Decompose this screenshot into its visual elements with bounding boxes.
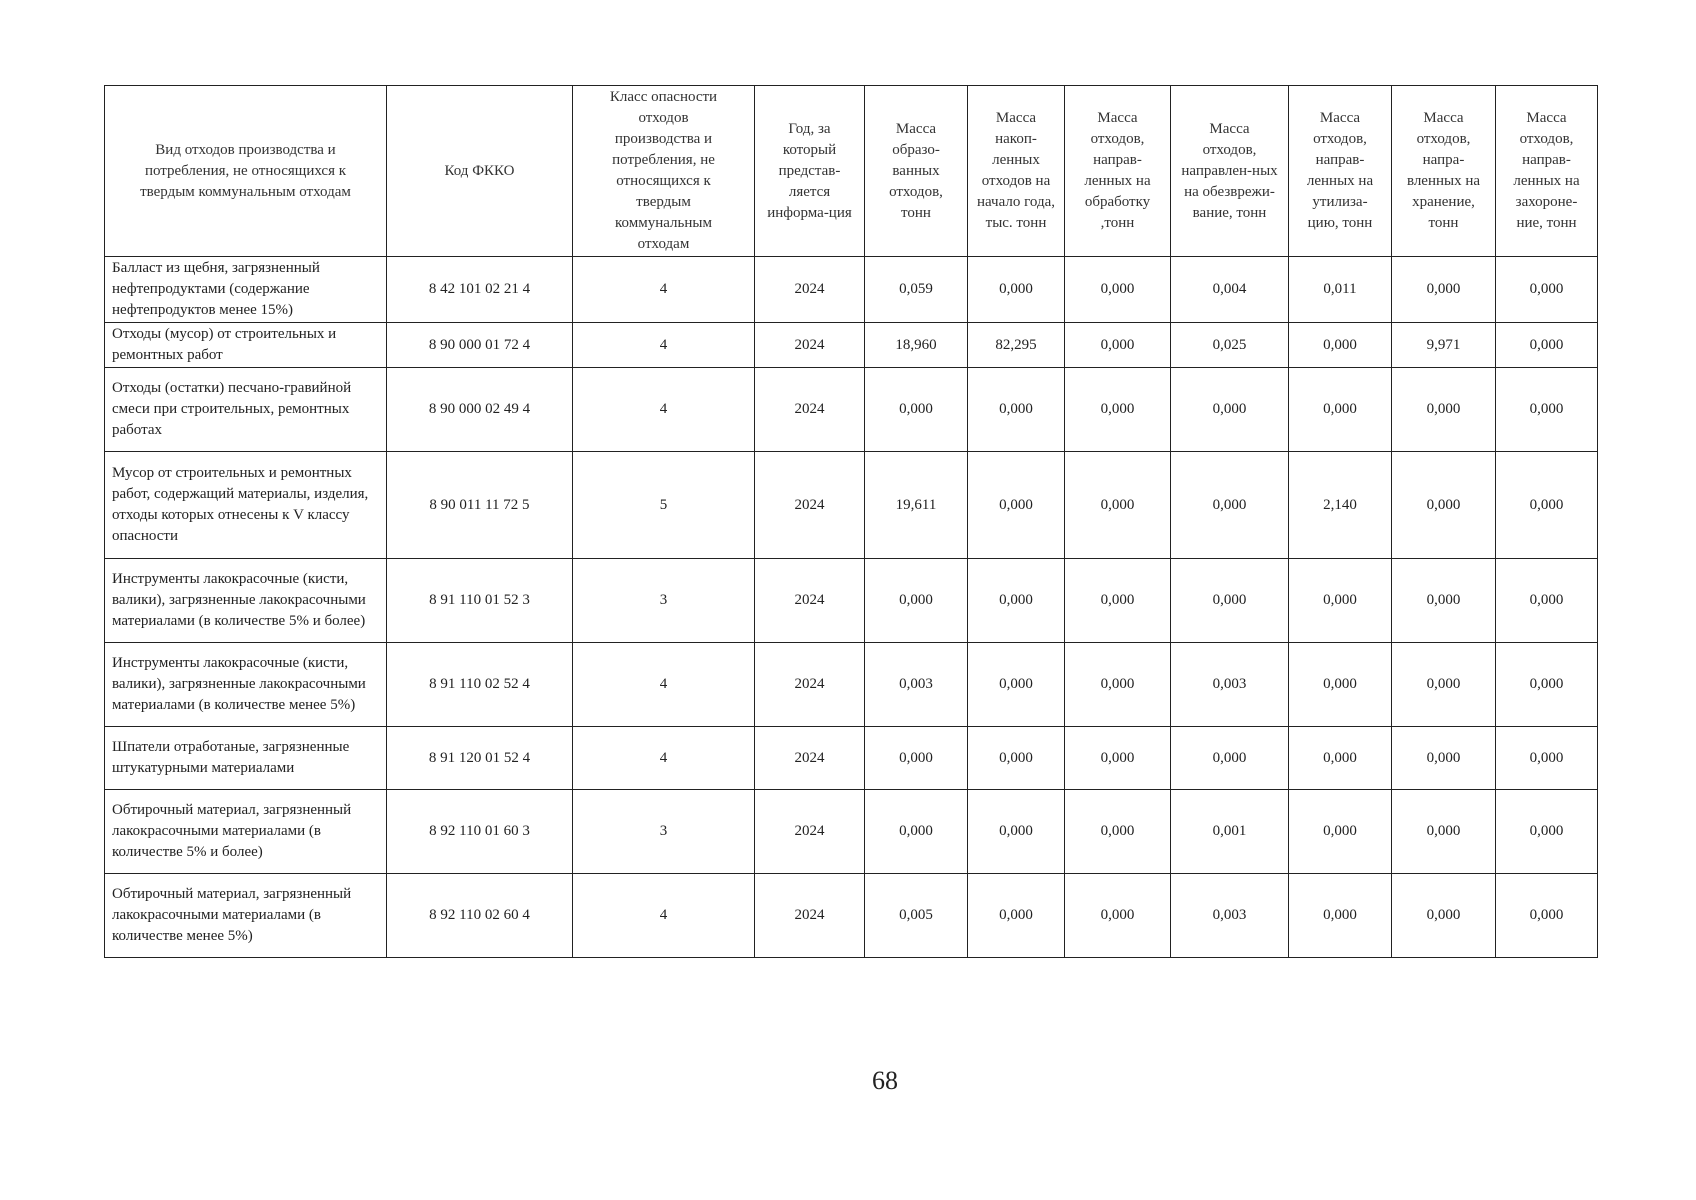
mass-accumulated-cell: 0,000 [968, 790, 1065, 874]
mass-storage-cell: 0,000 [1392, 452, 1496, 559]
mass-accumulated-cell: 82,295 [968, 323, 1065, 368]
mass-utilization-cell: 0,000 [1289, 727, 1392, 790]
mass-burial-cell: 0,000 [1496, 323, 1598, 368]
year-cell: 2024 [755, 790, 865, 874]
mass-processing-cell: 0,000 [1065, 727, 1171, 790]
mass-neutralization-cell: 0,000 [1171, 368, 1289, 452]
waste-type-cell: Обтирочный материал, загрязненный лакокрасочными материалами (в количестве менее 5%) [105, 874, 387, 958]
table-row [105, 559, 1598, 643]
mass-accumulated-cell: 0,000 [968, 368, 1065, 452]
mass-generated-cell: 0,005 [865, 874, 968, 958]
table-body [105, 257, 1598, 958]
header-mass-burial: Масса отходов, направ-ленных на захороне-ние, тонн [1496, 86, 1598, 257]
fkko-code-cell: 8 90 000 02 49 4 [387, 368, 573, 452]
mass-neutralization-cell: 0,001 [1171, 790, 1289, 874]
mass-accumulated-cell: 0,000 [968, 452, 1065, 559]
waste-type-cell: Инструменты лакокрасочные (кисти, валики), загрязненные лакокрасочными материалами (в количестве 5% и более) [105, 559, 387, 643]
hazard-class-cell: 4 [573, 323, 755, 368]
header-mass-storage: Масса отходов, напра-вленных на хранение, тонн [1392, 86, 1496, 257]
mass-processing-cell: 0,000 [1065, 790, 1171, 874]
mass-burial-cell: 0,000 [1496, 790, 1598, 874]
fkko-code-cell: 8 91 110 02 52 4 [387, 643, 573, 727]
mass-storage-cell: 0,000 [1392, 368, 1496, 452]
table-row [105, 368, 1598, 452]
year-cell: 2024 [755, 323, 865, 368]
mass-processing-cell: 0,000 [1065, 257, 1171, 323]
header-row [105, 86, 1598, 257]
mass-accumulated-cell: 0,000 [968, 257, 1065, 323]
waste-type-cell: Отходы (мусор) от строительных и ремонтных работ [105, 323, 387, 368]
waste-type-cell: Обтирочный материал, загрязненный лакокрасочными материалами (в количестве 5% и более) [105, 790, 387, 874]
header-mass-neutralization: Масса отходов, направлен-ных на обезврежи-вание, тонн [1171, 86, 1289, 257]
mass-storage-cell: 0,000 [1392, 257, 1496, 323]
year-cell: 2024 [755, 452, 865, 559]
hazard-class-cell: 4 [573, 874, 755, 958]
waste-type-cell: Инструменты лакокрасочные (кисти, валики), загрязненные лакокрасочными материалами (в количестве менее 5%) [105, 643, 387, 727]
mass-utilization-cell: 0,000 [1289, 559, 1392, 643]
mass-accumulated-cell: 0,000 [968, 559, 1065, 643]
fkko-code-cell: 8 90 000 01 72 4 [387, 323, 573, 368]
mass-neutralization-cell: 0,003 [1171, 643, 1289, 727]
mass-storage-cell: 0,000 [1392, 643, 1496, 727]
table-row [105, 874, 1598, 958]
mass-storage-cell: 0,000 [1392, 727, 1496, 790]
waste-type-cell: Шпатели отработаные, загрязненные штукатурными материалами [105, 727, 387, 790]
mass-neutralization-cell: 0,004 [1171, 257, 1289, 323]
mass-burial-cell: 0,000 [1496, 452, 1598, 559]
mass-generated-cell: 0,000 [865, 559, 968, 643]
mass-utilization-cell: 0,000 [1289, 790, 1392, 874]
mass-processing-cell: 0,000 [1065, 874, 1171, 958]
mass-generated-cell: 0,000 [865, 790, 968, 874]
hazard-class-cell: 5 [573, 452, 755, 559]
fkko-code-cell: 8 91 120 01 52 4 [387, 727, 573, 790]
hazard-class-cell: 4 [573, 643, 755, 727]
fkko-code-cell: 8 92 110 02 60 4 [387, 874, 573, 958]
header-mass-accumulated: Масса накоп-ленных отходов на начало года, тыс. тонн [968, 86, 1065, 257]
mass-utilization-cell: 0,000 [1289, 643, 1392, 727]
fkko-code-cell: 8 42 101 02 21 4 [387, 257, 573, 323]
table-row [105, 643, 1598, 727]
header-mass-processing: Масса отходов, направ-ленных на обработку ,тонн [1065, 86, 1171, 257]
mass-generated-cell: 0,000 [865, 727, 968, 790]
mass-accumulated-cell: 0,000 [968, 727, 1065, 790]
year-cell: 2024 [755, 368, 865, 452]
mass-neutralization-cell: 0,000 [1171, 559, 1289, 643]
header-year: Год, за который представ-ляется информа-ция [755, 86, 865, 257]
fkko-code-cell: 8 91 110 01 52 3 [387, 559, 573, 643]
year-cell: 2024 [755, 643, 865, 727]
table-row [105, 790, 1598, 874]
mass-neutralization-cell: 0,000 [1171, 452, 1289, 559]
table-row [105, 727, 1598, 790]
mass-burial-cell: 0,000 [1496, 368, 1598, 452]
hazard-class-cell: 3 [573, 559, 755, 643]
year-cell: 2024 [755, 874, 865, 958]
mass-processing-cell: 0,000 [1065, 643, 1171, 727]
mass-storage-cell: 0,000 [1392, 559, 1496, 643]
waste-type-cell: Отходы (остатки) песчано-гравийной смеси при строительных, ремонтных работах [105, 368, 387, 452]
mass-neutralization-cell: 0,025 [1171, 323, 1289, 368]
mass-generated-cell: 18,960 [865, 323, 968, 368]
table-row [105, 452, 1598, 559]
year-cell: 2024 [755, 727, 865, 790]
mass-processing-cell: 0,000 [1065, 452, 1171, 559]
mass-generated-cell: 0,059 [865, 257, 968, 323]
mass-storage-cell: 0,000 [1392, 790, 1496, 874]
header-mass-utilization: Масса отходов, направ-ленных на утилиза-цию, тонн [1289, 86, 1392, 257]
mass-processing-cell: 0,000 [1065, 559, 1171, 643]
table-row [105, 257, 1598, 323]
mass-utilization-cell: 0,011 [1289, 257, 1392, 323]
mass-accumulated-cell: 0,000 [968, 643, 1065, 727]
mass-burial-cell: 0,000 [1496, 559, 1598, 643]
mass-burial-cell: 0,000 [1496, 874, 1598, 958]
year-cell: 2024 [755, 257, 865, 323]
year-cell: 2024 [755, 559, 865, 643]
mass-utilization-cell: 0,000 [1289, 874, 1392, 958]
mass-utilization-cell: 0,000 [1289, 323, 1392, 368]
hazard-class-cell: 3 [573, 790, 755, 874]
mass-storage-cell: 9,971 [1392, 323, 1496, 368]
page-number: 68 [872, 1066, 898, 1095]
mass-processing-cell: 0,000 [1065, 323, 1171, 368]
mass-neutralization-cell: 0,000 [1171, 727, 1289, 790]
mass-accumulated-cell: 0,000 [968, 874, 1065, 958]
header-hazard-class: Класс опасности отходов производства и потребления, не относящихся к твердым коммунальным отходам [573, 86, 755, 257]
table-row [105, 323, 1598, 368]
mass-burial-cell: 0,000 [1496, 643, 1598, 727]
mass-generated-cell: 19,611 [865, 452, 968, 559]
hazard-class-cell: 4 [573, 257, 755, 323]
mass-burial-cell: 0,000 [1496, 727, 1598, 790]
mass-burial-cell: 0,000 [1496, 257, 1598, 323]
waste-type-cell: Балласт из щебня, загрязненный нефтепродуктами (содержание нефтепродуктов менее 15%) [105, 257, 387, 323]
mass-generated-cell: 0,000 [865, 368, 968, 452]
mass-utilization-cell: 2,140 [1289, 452, 1392, 559]
hazard-class-cell: 4 [573, 368, 755, 452]
mass-processing-cell: 0,000 [1065, 368, 1171, 452]
hazard-class-cell: 4 [573, 727, 755, 790]
mass-generated-cell: 0,003 [865, 643, 968, 727]
mass-storage-cell: 0,000 [1392, 874, 1496, 958]
waste-table [104, 85, 1598, 958]
fkko-code-cell: 8 92 110 01 60 3 [387, 790, 573, 874]
mass-utilization-cell: 0,000 [1289, 368, 1392, 452]
header-mass-generated: Масса образо-ванных отходов, тонн [865, 86, 968, 257]
header-fkko-code: Код ФККО [387, 86, 573, 257]
header-waste-type: Вид отходов производства и потребления, не относящихся к твердым коммунальным отходам [105, 86, 387, 257]
mass-neutralization-cell: 0,003 [1171, 874, 1289, 958]
waste-type-cell: Мусор от строительных и ремонтных работ, содержащий материалы, изделия, отходы которых отнесены к V классу опасности [105, 452, 387, 559]
fkko-code-cell: 8 90 011 11 72 5 [387, 452, 573, 559]
